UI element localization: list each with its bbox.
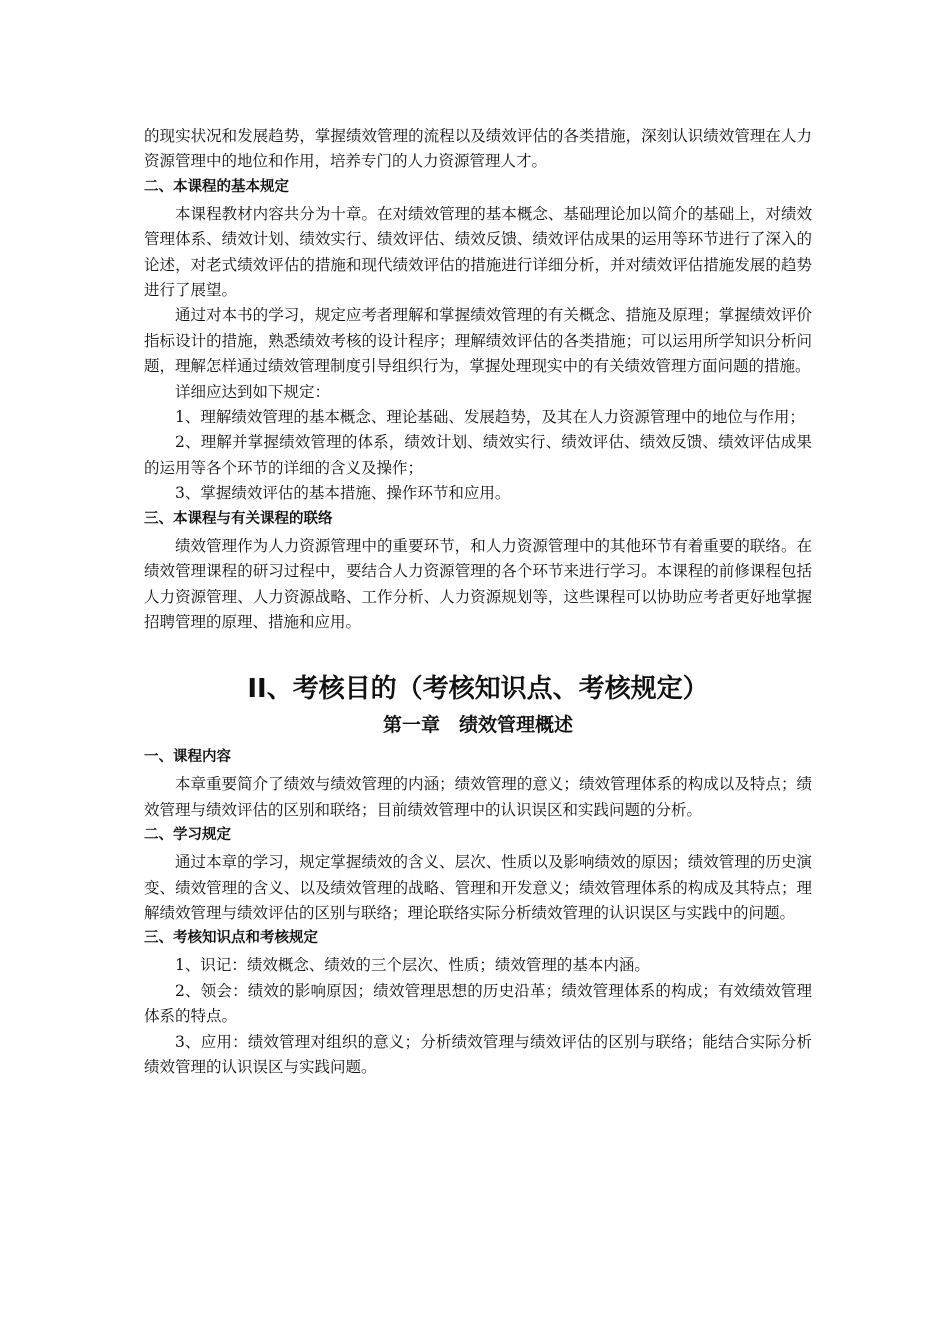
paragraph: 本章重要简介了绩效与绩效管理的内涵；绩效管理的意义；绩效管理体系的构成以及特点；绩效管理与绩效评估的区别和联络；目前绩效管理中的认识误区和实践问题的分析。 bbox=[144, 775, 812, 819]
section-heading-related-courses: 三、本课程与有关课程的联络 bbox=[144, 510, 333, 527]
list-item: 1、理解绩效管理的基本概念、理论基础、发展趋势，及其在人力资源管理中的地位与作用； bbox=[175, 408, 805, 427]
chapter-title: 第一章 绩效管理概述 bbox=[382, 714, 573, 737]
section-heading-course-content: 一、课程内容 bbox=[144, 749, 231, 766]
list-item: 2、理解并掌握绩效管理的体系，绩效计划、绩效实行、绩效评估、绩效反馈、绩效评估成果的运用等各个环节的详细的含义及操作； bbox=[144, 433, 812, 477]
list-item: 3、应用：绩效管理对组织的意义；分析绩效管理与绩效评估的区别与联络；能结合实际分析绩效管理的认识误区与实践问题。 bbox=[144, 1032, 812, 1076]
paragraph: 本课程教材内容共分为十章。在对绩效管理的基本概念、基础理论加以简介的基础上，对绩效管理体系、绩效计划、绩效实行、绩效评估、绩效反馈、绩效评估成果的运用等环节进行了深入的论述，对老式绩效评估的措施和现代绩效评估的措施进行详细分析，并对绩效评估措施发展的趋势进行了展望。 bbox=[144, 204, 812, 300]
intro-continuation: 的现实状况和发展趋势，掌握绩效管理的流程以及绩效评估的各类措施，深刻认识绩效管理在人力资源管理中的地位和作用，培养专门的人力资源管理人才。 bbox=[144, 127, 812, 171]
paragraph: 通过本章的学习，规定掌握绩效的含义、层次、性质以及影响绩效的原因；绩效管理的历史演变、绩效管理的含义、以及绩效管理的战略、管理和开发意义；绩效管理体系的构成及其特点；理解绩效管理与绩效评估的区别与联络；理论联络实际分析绩效管理的认识误区与实践中的问题。 bbox=[144, 853, 812, 922]
list-item: 1、识记：绩效概念、绩效的三个层次、性质；绩效管理的基本内涵。 bbox=[175, 956, 650, 975]
paragraph: 绩效管理作为人力资源管理中的重要环节，和人力资源管理中的其他环节有着重要的联络。在绩效管理课程的研习过程中，要结合人力资源管理的各个环节来进行学习。本课程的前修课程包括人力资源管理、人力资源战略、工作分析、人力资源规划等，这些课程可以协助应考者更好地掌握招聘管理的原理、措施和应用。 bbox=[144, 536, 812, 631]
section-heading-basic-requirements: 二、本课程的基本规定 bbox=[144, 178, 289, 195]
section-heading-assessment-points: 三、考核知识点和考核规定 bbox=[144, 930, 318, 947]
list-item: 3、掌握绩效评估的基本措施、操作环节和应用。 bbox=[175, 484, 511, 503]
part-title: II、考核目的（考核知识点、考核规定） bbox=[247, 674, 709, 705]
document-body bbox=[144, 124, 812, 1080]
paragraph: 详细应达到如下规定： bbox=[175, 382, 331, 401]
paragraph: 通过对本书的学习，规定应考者理解和掌握绩效管理的有关概念、措施及原理；掌握绩效评价指标设计的措施，熟悉绩效考核的设计程序；理解绩效评估的各类措施；可以运用所学知识分析问题，理解怎样通过绩效管理制度引导组织行为，掌握处理现实中的有关绩效管理方面问题的措施。 bbox=[144, 306, 812, 376]
section-heading-learning-requirements: 二、学习规定 bbox=[144, 827, 231, 844]
list-item: 2、领会：绩效的影响原因；绩效管理思想的历史沿革；绩效管理体系的构成；有效绩效管理体系的特点。 bbox=[144, 981, 812, 1026]
